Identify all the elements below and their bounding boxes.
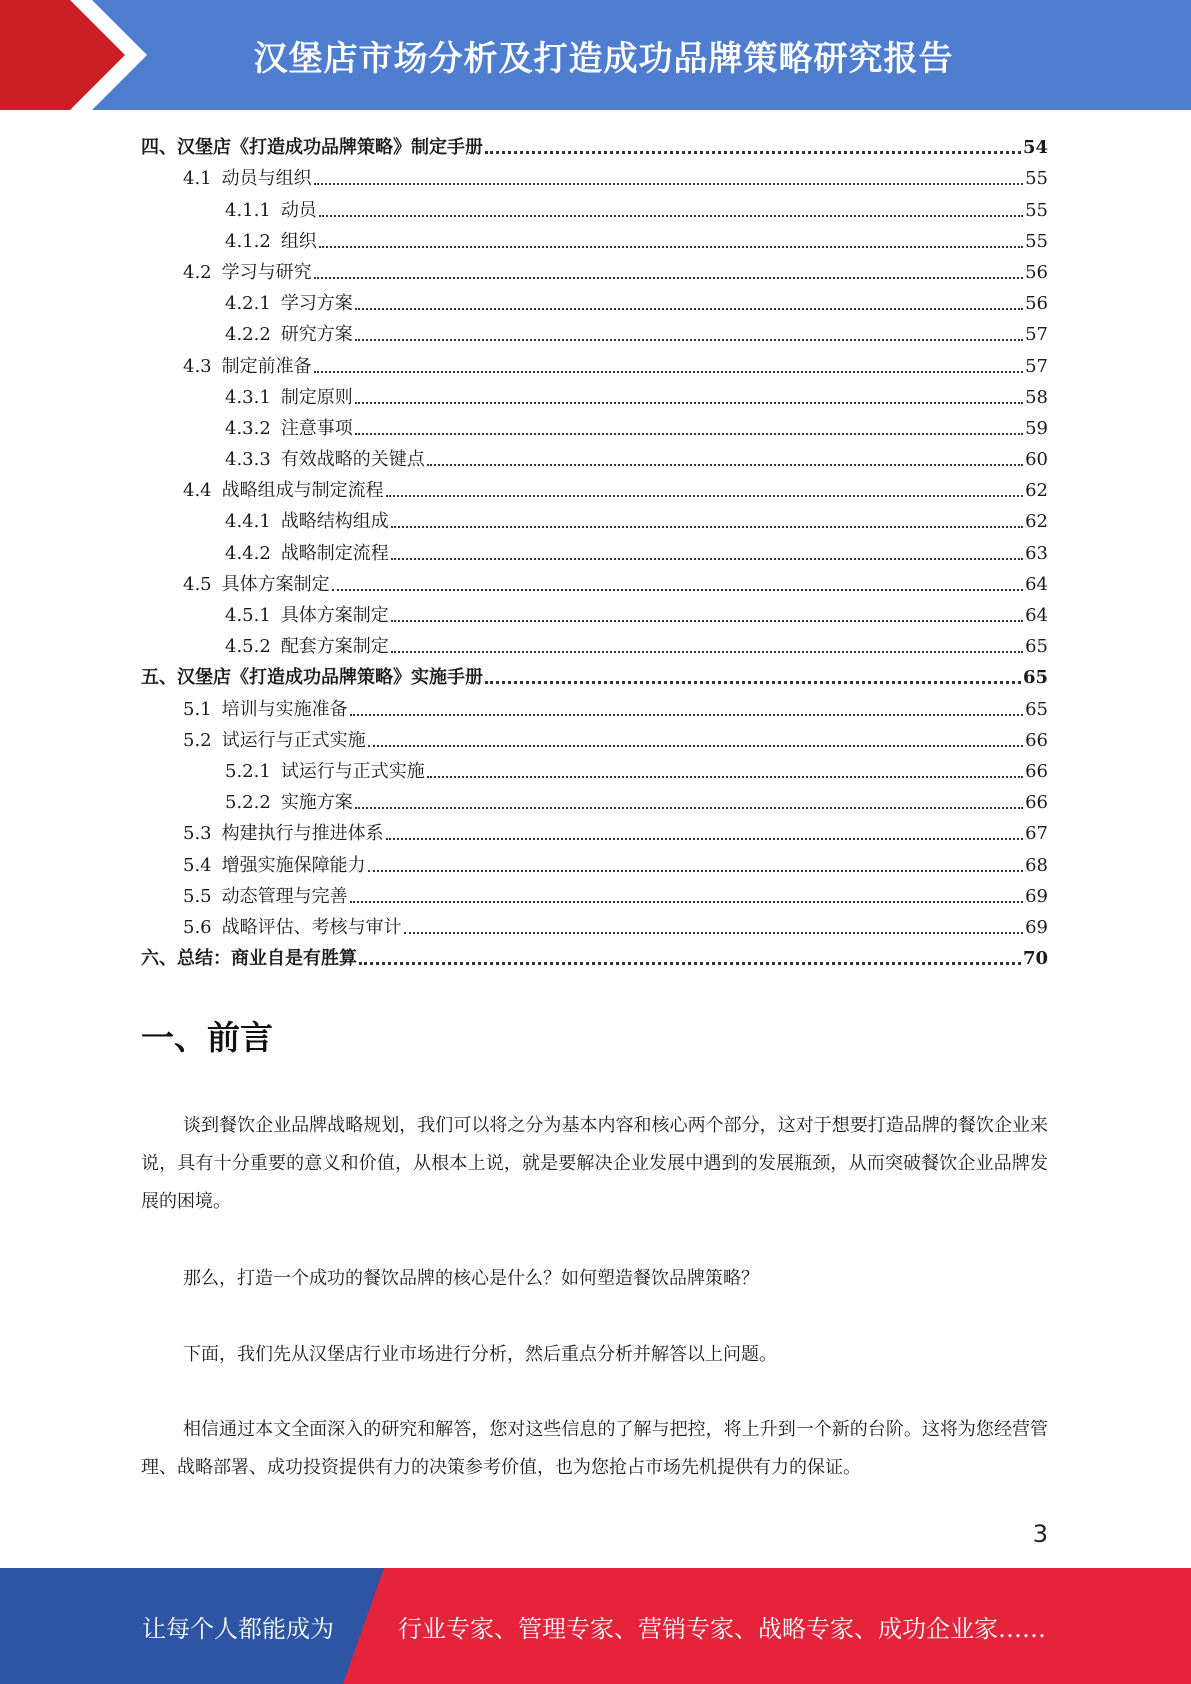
toc-entry[interactable] <box>141 566 1048 597</box>
toc-entry[interactable] <box>141 753 1048 784</box>
toc-dot-leader <box>391 650 1023 653</box>
footer-slogan-right: 行业专家、管理专家、营销专家、战略专家、成功企业家…… <box>398 1614 1046 1643</box>
toc-entry-page: 59 <box>1025 417 1048 439</box>
toc-entry-title: 汉堡店《打造成功品牌策略》实施手册 <box>177 667 483 689</box>
toc-entry-number: 5.2.1 <box>225 760 271 782</box>
toc-entry-title: 注意事项 <box>280 417 353 439</box>
toc-entry-number: 4.5 <box>183 573 212 595</box>
toc-entry-page: 66 <box>1025 792 1048 814</box>
paragraph-intro: 谈到餐饮企业品牌战略规划，我们可以将之分为基本内容和核心两个部分，这对于想要打造品牌的餐饮企业来说，具有十分重要的意义和价值，从根本上说，就是要解决企业发展中遇到的发展瓶颈，从而突破餐饮企业品牌发展的困境。 <box>141 1115 1048 1212</box>
toc-entry-page: 63 <box>1025 542 1048 564</box>
toc-entry-page: 62 <box>1025 480 1048 502</box>
toc-entry-page: 56 <box>1025 293 1048 315</box>
toc-dot-leader <box>391 619 1023 622</box>
toc-entry-title: 总结：商业自是有胜算 <box>177 948 357 970</box>
toc-entry-page: 54 <box>1022 137 1048 159</box>
table-of-contents <box>141 129 1048 971</box>
toc-entry[interactable] <box>141 690 1048 721</box>
toc-dot-leader <box>391 557 1023 560</box>
toc-entry-number: 四、 <box>141 137 177 159</box>
toc-dot-leader <box>386 494 1023 497</box>
toc-dot-leader <box>350 900 1023 903</box>
toc-entry-title: 战略结构组成 <box>280 511 389 533</box>
paragraph-plan: 下面，我们先从汉堡店行业市场进行分析，然后重点分析并解答以上问题。 <box>183 1344 777 1365</box>
toc-entry[interactable] <box>141 285 1048 316</box>
toc-entry[interactable] <box>141 191 1048 222</box>
footer-slogan-left: 让每个人都能成为 <box>142 1614 334 1643</box>
toc-dot-leader <box>314 370 1023 373</box>
toc-dot-leader <box>368 744 1023 747</box>
toc-entry-number: 4.4.1 <box>225 511 271 533</box>
toc-entry-number: 六、 <box>141 948 177 970</box>
toc-entry[interactable] <box>141 597 1048 628</box>
toc-dot-leader <box>485 150 1021 154</box>
toc-dot-leader <box>485 680 1021 684</box>
toc-entry[interactable] <box>141 628 1048 659</box>
toc-entry-page: 69 <box>1025 885 1048 907</box>
toc-entry-page: 62 <box>1025 511 1048 533</box>
toc-entry-number: 4.1.2 <box>225 230 271 252</box>
toc-entry-number: 4.3.2 <box>225 417 271 439</box>
toc-dot-leader <box>350 713 1023 716</box>
toc-entry[interactable] <box>141 846 1048 877</box>
toc-entry-title: 动态管理与完善 <box>221 885 348 907</box>
toc-entry-title: 培训与实施准备 <box>221 698 348 720</box>
toc-entry-page: 68 <box>1025 854 1048 876</box>
toc-entry[interactable] <box>141 254 1048 285</box>
footer-banner <box>0 1568 1191 1684</box>
toc-entry-title: 具体方案制定 <box>221 573 330 595</box>
header-banner <box>0 0 1191 110</box>
toc-entry[interactable] <box>141 878 1048 909</box>
toc-entry-title: 战略制定流程 <box>280 542 389 564</box>
toc-entry-title: 制定原则 <box>280 386 353 408</box>
toc-entry[interactable] <box>141 129 1048 160</box>
toc-entry-page: 55 <box>1025 230 1048 252</box>
toc-entry[interactable] <box>141 160 1048 191</box>
toc-entry-page: 65 <box>1025 698 1048 720</box>
toc-entry-title: 动员与组织 <box>221 168 312 190</box>
toc-entry-number: 4.1.1 <box>225 199 271 221</box>
toc-entry-page: 65 <box>1025 636 1048 658</box>
toc-dot-leader <box>427 463 1023 466</box>
toc-entry-title: 增强实施保障能力 <box>221 854 366 876</box>
toc-entry-title: 试运行与正式实施 <box>280 760 425 782</box>
toc-entry-page: 58 <box>1025 386 1048 408</box>
toc-entry-title: 学习与研究 <box>221 261 312 283</box>
toc-entry-number: 5.3 <box>183 823 212 845</box>
toc-entry-page: 70 <box>1022 948 1048 970</box>
page-number: 3 <box>1032 1520 1048 1548</box>
toc-entry-number: 4.3 <box>183 355 212 377</box>
toc-entry-page: 65 <box>1022 667 1048 689</box>
toc-entry-number: 4.1 <box>183 168 212 190</box>
toc-entry-number: 5.5 <box>183 885 212 907</box>
toc-entry-page: 56 <box>1025 261 1048 283</box>
toc-entry[interactable] <box>141 472 1048 503</box>
toc-entry-title: 试运行与正式实施 <box>221 729 366 751</box>
toc-entry[interactable] <box>141 722 1048 753</box>
toc-entry-title: 动员 <box>280 199 317 221</box>
toc-entry-title: 配套方案制定 <box>280 636 389 658</box>
toc-entry[interactable] <box>141 940 1048 971</box>
toc-entry[interactable] <box>141 223 1048 254</box>
toc-entry-title: 具体方案制定 <box>280 605 389 626</box>
toc-entry-page: 60 <box>1025 449 1048 471</box>
toc-entry-title: 研究方案 <box>280 324 353 346</box>
toc-entry-title: 实施方案 <box>280 792 353 814</box>
toc-entry-number: 5.1 <box>183 698 212 720</box>
toc-entry-number: 5.2.2 <box>225 792 271 814</box>
toc-entry-number: 4.3.1 <box>225 386 271 408</box>
toc-entry[interactable] <box>141 503 1048 534</box>
toc-entry-page: 55 <box>1025 199 1048 221</box>
toc-entry-number: 4.4 <box>183 480 212 502</box>
toc-dot-leader <box>355 401 1023 404</box>
toc-entry[interactable] <box>141 659 1048 690</box>
toc-entry[interactable] <box>141 534 1048 565</box>
toc-dot-leader <box>355 806 1023 809</box>
toc-entry[interactable] <box>141 410 1048 441</box>
toc-dot-leader <box>368 869 1023 872</box>
toc-entry-number: 4.2.2 <box>225 324 271 346</box>
toc-dot-leader <box>427 775 1023 778</box>
toc-entry-title: 战略评估、考核与审计 <box>221 916 402 938</box>
toc-entry-title: 制定前准备 <box>221 355 312 377</box>
toc-entry[interactable] <box>141 909 1048 940</box>
toc-entry-title: 汉堡店《打造成功品牌策略》制定手册 <box>177 137 483 159</box>
toc-dot-leader <box>332 588 1023 591</box>
toc-dot-leader <box>355 432 1023 435</box>
toc-entry-number: 4.3.3 <box>225 449 271 471</box>
toc-entry-title: 学习方案 <box>280 293 353 315</box>
paragraph-conclusion: 相信通过本文全面深入的研究和解答，您对这些信息的了解与把控，将上升到一个新的台阶。这将为您经营管理、战略部署、成功投资提供有力的决策参考价值，也为您抢占市场先机提供有力的保证。 <box>141 1419 1048 1478</box>
document-title: 汉堡店市场分析及打造成功品牌策略研究报告 <box>253 38 954 79</box>
toc-entry-title: 战略组成与制定流程 <box>221 480 384 502</box>
toc-entry-title: 有效战略的关键点 <box>280 449 425 471</box>
toc-entry-page: 57 <box>1025 324 1048 346</box>
toc-entry-page: 64 <box>1025 573 1048 595</box>
toc-dot-leader <box>319 245 1023 248</box>
toc-entry[interactable] <box>141 784 1048 815</box>
toc-entry[interactable] <box>141 347 1048 378</box>
toc-entry-page: 69 <box>1025 916 1048 938</box>
toc-dot-leader <box>404 931 1023 934</box>
toc-dot-leader <box>314 182 1023 185</box>
toc-dot-leader <box>355 307 1023 310</box>
toc-entry-page: 55 <box>1025 168 1048 190</box>
toc-entry-number: 4.5.2 <box>225 636 271 658</box>
toc-dot-leader <box>355 338 1023 341</box>
toc-entry-number: 五、 <box>141 667 177 689</box>
toc-entry-number: 4.5.1 <box>225 605 271 626</box>
toc-entry-page: 67 <box>1025 823 1048 845</box>
toc-dot-leader <box>319 214 1023 217</box>
toc-dot-leader <box>386 837 1023 840</box>
section-heading: 一、前言 <box>141 1018 273 1057</box>
toc-entry-page: 66 <box>1025 729 1048 751</box>
toc-entry-title: 组织 <box>280 230 317 252</box>
toc-entry-number: 4.2.1 <box>225 293 271 315</box>
toc-dot-leader <box>391 525 1023 528</box>
toc-entry-title: 构建执行与推进体系 <box>221 823 384 845</box>
toc-entry-number: 5.2 <box>183 729 212 751</box>
toc-entry-number: 5.6 <box>183 916 212 938</box>
toc-entry-page: 64 <box>1025 605 1048 626</box>
toc-entry[interactable] <box>141 441 1048 472</box>
paragraph-question: 那么，打造一个成功的餐饮品牌的核心是什么？如何塑造餐饮品牌策略？ <box>183 1268 759 1289</box>
toc-entry-number: 4.2 <box>183 261 212 283</box>
toc-entry[interactable] <box>141 379 1048 410</box>
toc-dot-leader <box>314 276 1023 279</box>
toc-entry-page: 66 <box>1025 760 1048 782</box>
toc-entry[interactable] <box>141 316 1048 347</box>
toc-entry-page: 57 <box>1025 355 1048 377</box>
toc-dot-leader <box>359 961 1021 965</box>
toc-entry[interactable] <box>141 815 1048 846</box>
toc-entry-number: 5.4 <box>183 854 212 876</box>
toc-entry-number: 4.4.2 <box>225 542 271 564</box>
